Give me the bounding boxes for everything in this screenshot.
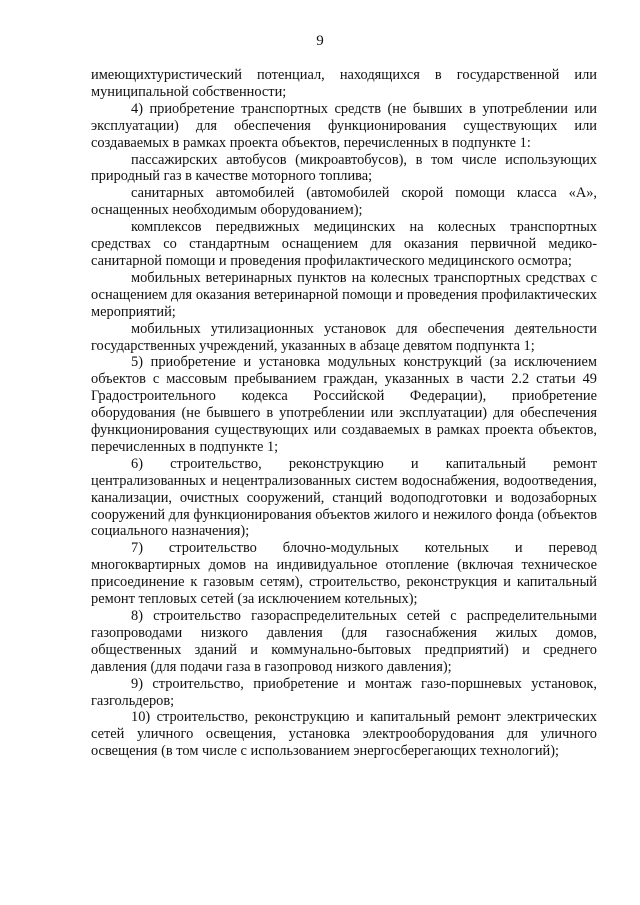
paragraph: комплексов передвижных медицинских на колесных транспортных средствах со стандартным оснащением для оказания первичной медико-санитарной помощи и проведения профилактического медицинского осмотра; — [91, 219, 597, 269]
paragraph: 6) строительство, реконструкцию и капитальный ремонт централизованных и нецентрализованных систем водоснабжения, водоотведения, канализации, очистных сооружений, станций водоподготовки и водозаборных сооружений для функционирования объектов жилого и нежилого фонда (объектов социального назначения); — [91, 455, 597, 540]
paragraph: 5) приобретение и установка модульных конструкций (за исключением объектов с массовым пребыванием граждан, указанных в части 2.2 статьи 49 Градостроительного кодекса Российской Федерации), приобретение оборудования (не бывшего в употреблении или эксплуатации) для обеспечения функционирования существующих или создаваемых в рамках проекта объектов, перечисленных в подпункте 1; — [91, 354, 597, 455]
body-text — [91, 67, 597, 760]
paragraph: 7) строительство блочно-модульных котельных и перевод многоквартирных домов на индивидуальное отопление (включая техническое присоединение к газовым сетям), строительство, реконструкция и капитальный ремонт тепловых сетей (за исключением котельных); — [91, 540, 597, 608]
paragraph: имеющихтуристический потенциал, находящихся в государственной или муниципальной собственности; — [91, 67, 597, 100]
paragraph: 8) строительство газораспределительных сетей с распределительными газопроводами низкого давления (для газоснабжения жилых домов, общественных зданий и коммунально-бытовых предприятий) и среднего давления (для подачи газа в газопровод низкого давления); — [91, 608, 597, 675]
paragraph: санитарных автомобилей (автомобилей скорой помощи класса «А», оснащенных необходимым оборудованием); — [91, 185, 597, 219]
paragraph: 9) строительство, приобретение и монтаж газо-поршневых установок, газгольдеров; — [91, 675, 597, 709]
paragraph: мобильных утилизационных установок для обеспечения деятельности государственных учреждений, указанных в абзаце девятом подпункта 1; — [91, 320, 597, 354]
page-number: 9 — [316, 33, 324, 49]
paragraph: 4) приобретение транспортных средств (не бывших в употреблении или эксплуатации) для обеспечения функционирования существующих или создаваемых в рамках проекта объектов, перечисленных в подпункте 1: — [91, 100, 597, 151]
paragraph: мобильных ветеринарных пунктов на колесных транспортных средствах с оснащением для оказания ветеринарной помощи и проведения профилактических мероприятий; — [91, 269, 597, 320]
paragraph: пассажирских автобусов (микроавтобусов), в том числе использующих природный газ в качестве моторного топлива; — [91, 151, 597, 185]
paragraph: 10) строительство, реконструкцию и капитальный ремонт электрических сетей уличного освещения, установка электрооборудования для уличного освещения (в том числе с использованием энергосберегающих технологий); — [91, 709, 597, 760]
